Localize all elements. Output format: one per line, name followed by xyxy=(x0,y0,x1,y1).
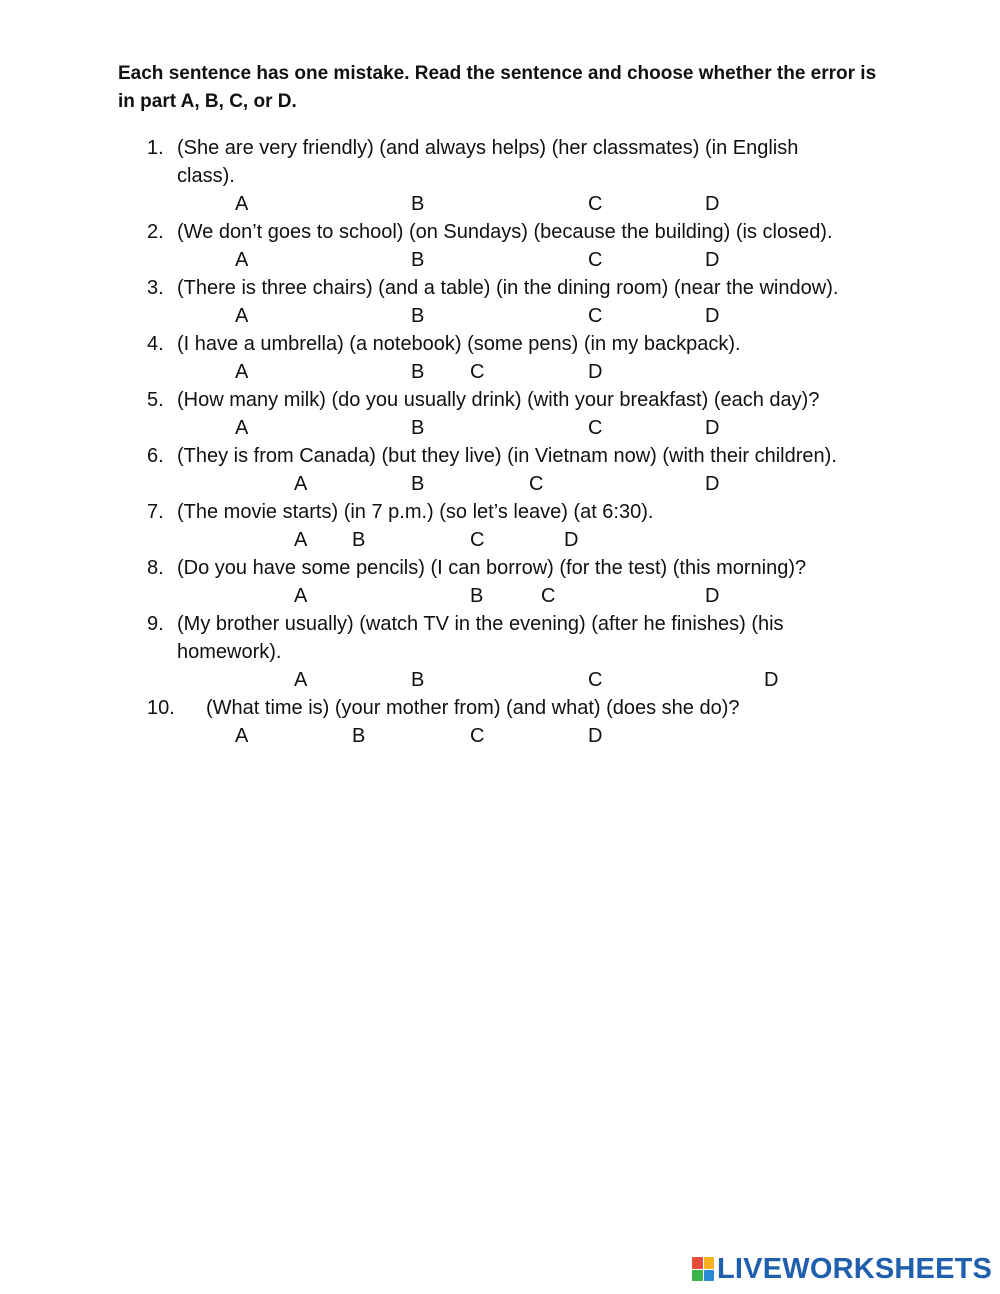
option-c[interactable]: C xyxy=(470,529,485,551)
option-a[interactable]: A xyxy=(235,417,249,439)
question-text: (My brother usually) (watch TV in the evening) (after he finishes) (his xyxy=(177,613,784,635)
question-text: (There is three chairs) (and a table) (in the dining room) (near the window). xyxy=(177,277,839,299)
question-number: 9. xyxy=(147,613,164,635)
option-c[interactable]: C xyxy=(588,305,603,327)
question-text: (She are very friendly) (and always helps) (her classmates) (in English xyxy=(177,137,799,159)
option-b[interactable]: B xyxy=(470,585,484,607)
option-a[interactable]: A xyxy=(294,585,308,607)
option-a[interactable]: A xyxy=(235,305,249,327)
question-text: (What time is) (your mother from) (and what) (does she do)? xyxy=(206,697,740,719)
question-text-continued: class). xyxy=(177,165,235,187)
option-d[interactable]: D xyxy=(564,529,579,551)
option-a[interactable]: A xyxy=(235,249,249,271)
option-d[interactable]: D xyxy=(764,669,779,691)
option-a[interactable]: A xyxy=(294,669,308,691)
option-d[interactable]: D xyxy=(705,585,720,607)
option-a[interactable]: A xyxy=(294,473,308,495)
option-b[interactable]: B xyxy=(352,725,366,747)
question-number: 8. xyxy=(147,557,164,579)
liveworksheets-mark-icon xyxy=(692,1257,714,1281)
option-c[interactable]: C xyxy=(588,669,603,691)
option-c[interactable]: C xyxy=(470,725,485,747)
option-b[interactable]: B xyxy=(411,193,425,215)
option-a[interactable]: A xyxy=(294,529,308,551)
option-d[interactable]: D xyxy=(705,249,720,271)
question-text: (We don’t goes to school) (on Sundays) (because the building) (is closed). xyxy=(177,221,833,243)
liveworksheets-logo[interactable] xyxy=(692,1254,992,1284)
instructions: Each sentence has one mistake. Read the sentence and choose whether the error is in part A, B, C, or D. xyxy=(118,63,877,112)
option-b[interactable]: B xyxy=(411,417,425,439)
option-c[interactable]: C xyxy=(588,193,603,215)
question-number: 7. xyxy=(147,501,164,523)
option-c[interactable]: C xyxy=(541,585,556,607)
question-text: (The movie starts) (in 7 p.m.) (so let’s leave) (at 6:30). xyxy=(177,501,654,523)
option-d[interactable]: D xyxy=(588,361,603,383)
question-text: (They is from Canada) (but they live) (in Vietnam now) (with their children). xyxy=(177,445,837,467)
option-c[interactable]: C xyxy=(529,473,544,495)
question-text: (How many milk) (do you usually drink) (with your breakfast) (each day)? xyxy=(177,389,820,411)
question-text: (Do you have some pencils) (I can borrow) (for the test) (this morning)? xyxy=(177,557,807,579)
option-b[interactable]: B xyxy=(411,361,425,383)
question-number: 6. xyxy=(147,445,164,467)
option-d[interactable]: D xyxy=(705,417,720,439)
option-c[interactable]: C xyxy=(588,249,603,271)
logo-text: LIVEWORKSHEETS xyxy=(717,1252,993,1285)
option-c[interactable]: C xyxy=(588,417,603,439)
option-b[interactable]: B xyxy=(352,529,366,551)
option-a[interactable]: A xyxy=(235,193,249,215)
option-d[interactable]: D xyxy=(705,473,720,495)
option-d[interactable]: D xyxy=(705,193,720,215)
question-text-continued: homework). xyxy=(177,641,282,663)
question-number: 4. xyxy=(147,333,164,355)
question-number: 5. xyxy=(147,389,164,411)
question-text: (I have a umbrella) (a notebook) (some pens) (in my backpack). xyxy=(177,333,741,355)
option-b[interactable]: B xyxy=(411,669,425,691)
option-c[interactable]: C xyxy=(470,361,485,383)
option-b[interactable]: B xyxy=(411,473,425,495)
option-d[interactable]: D xyxy=(588,725,603,747)
option-a[interactable]: A xyxy=(235,361,249,383)
option-d[interactable]: D xyxy=(705,305,720,327)
option-a[interactable]: A xyxy=(235,725,249,747)
option-b[interactable]: B xyxy=(411,305,425,327)
question-number: 3. xyxy=(147,277,164,299)
question-number: 2. xyxy=(147,221,164,243)
question-number: 1. xyxy=(147,137,164,159)
question-number: 10. xyxy=(147,697,175,719)
option-b[interactable]: B xyxy=(411,249,425,271)
